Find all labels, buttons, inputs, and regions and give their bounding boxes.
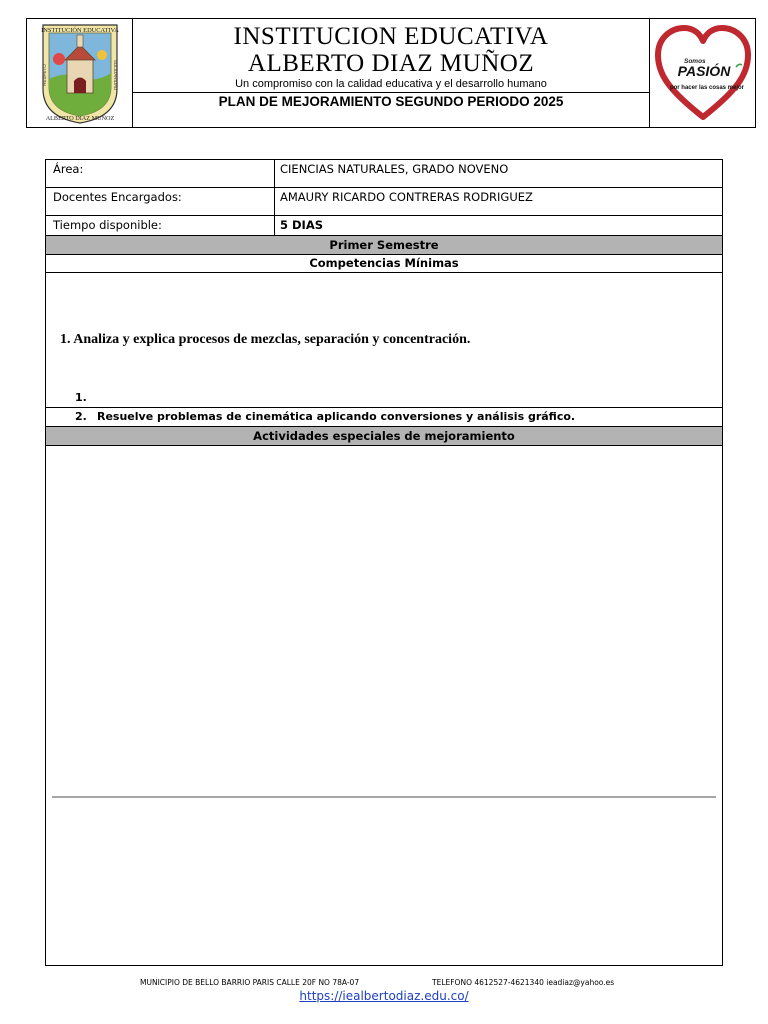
area-value: CIENCIAS NATURALES, GRADO NOVENO: [280, 162, 509, 176]
slogan-cell: [649, 19, 755, 127]
teachers-value: AMAURY RICARDO CONTRERAS RODRIGUEZ: [280, 190, 533, 204]
row-divider: [46, 187, 722, 188]
crest-cell: [27, 19, 133, 127]
actividades-label: Actividades especiales de mejoramiento: [253, 429, 515, 443]
row-divider: [46, 215, 722, 216]
crest-left-text: RESPETO: [42, 64, 47, 86]
school-name-line1: INSTITUCION EDUCATIVA: [233, 23, 549, 50]
activities-separator: [52, 796, 716, 798]
plan-title: PLAN DE MEJORAMIENTO SEGUNDO PERIODO 2025: [218, 94, 564, 109]
competencia-empty-number: 1.: [75, 391, 87, 404]
semester-band: [46, 235, 722, 255]
header-divider: [133, 92, 649, 93]
competencia-2-text: Resuelve problemas de cinemática aplicando conversiones y análisis gráfico.: [97, 410, 576, 423]
competencia-2-number: 2.: [75, 410, 87, 423]
teachers-label: Docentes Encargados:: [53, 190, 182, 204]
row-divider: [46, 407, 722, 408]
crest-bottom-text: ALBERTO DIAZ MUÑOZ: [45, 115, 115, 122]
slogan-sub-text: por hacer las cosas mejor: [669, 85, 745, 91]
competencias-header: Competencias Mínimas: [309, 256, 459, 270]
header-title-cell: [133, 19, 649, 127]
footer-phone: TELEFONO 4612527-4621340 ieadiaz@yahoo.es: [432, 978, 615, 987]
heart-slogan-logo: [650, 19, 756, 127]
plan-form-table: [45, 159, 723, 966]
actividades-band: [46, 426, 722, 446]
school-motto: Un compromiso con la calidad educativa y el desarrollo humano: [235, 78, 547, 90]
slogan-small-text: Somos: [684, 58, 706, 65]
slogan-big-text: PASIÓN: [677, 63, 731, 79]
column-divider: [274, 160, 275, 235]
row-divider: [46, 272, 722, 273]
document-header: [26, 18, 756, 128]
competencia-1-text: 1. Analiza y explica procesos de mezclas, separación y concentración.: [60, 332, 471, 347]
website-link[interactable]: https://iealbertodiaz.edu.co/: [299, 989, 469, 1003]
crest-top-text: INSTITUCIÓN EDUCATIVA: [41, 27, 119, 34]
school-name-line2: ALBERTO DIAZ MUÑOZ: [247, 50, 535, 77]
crest-right-text: SOLIDARIDAD: [113, 59, 118, 91]
footer-address: MUNICIPIO DE BELLO BARRIO PARIS CALLE 20F NO 78A-07: [140, 978, 360, 987]
school-crest-logo: [27, 19, 133, 127]
area-label: Área:: [53, 162, 84, 176]
time-label: Tiempo disponible:: [53, 218, 162, 232]
time-value: 5 DIAS: [280, 218, 324, 232]
semester-label: Primer Semestre: [329, 238, 439, 252]
